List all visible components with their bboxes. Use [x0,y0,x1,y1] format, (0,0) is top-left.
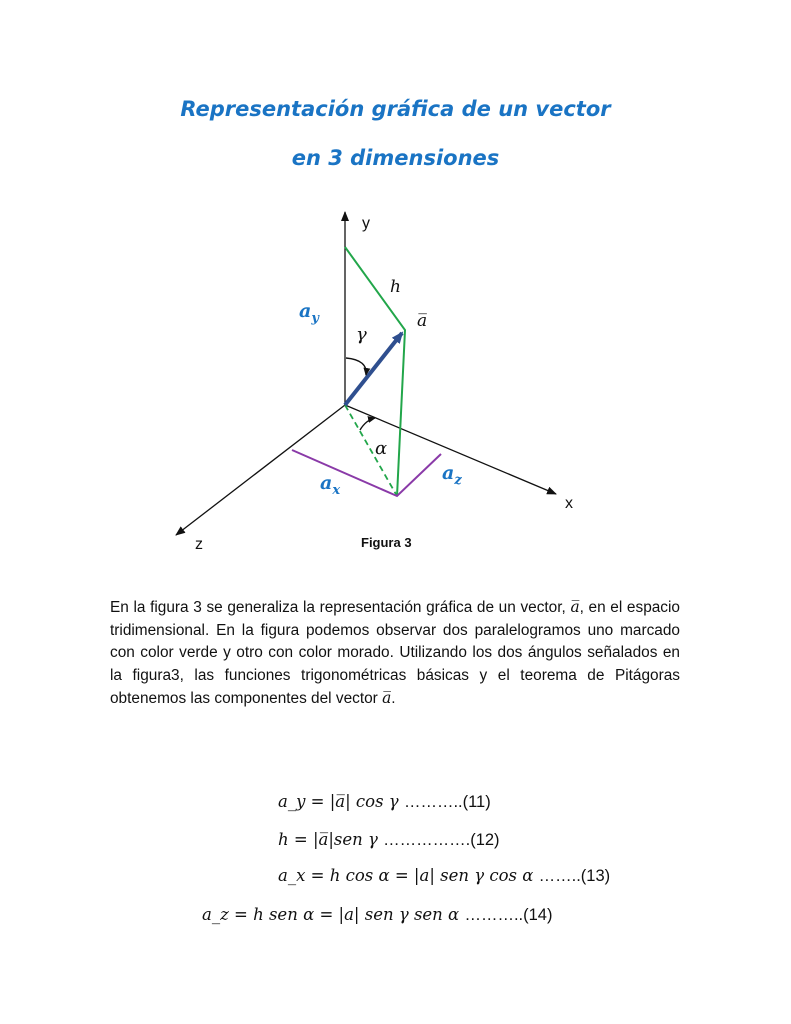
page-title-line-1: Representación gráfica de un vector [180,97,611,121]
gamma-arc [346,358,366,375]
purple-parallelogram [292,450,441,496]
equation-12 [278,830,500,850]
axis-label-y: y [362,215,370,232]
figure-caption: Figura 3 [361,535,412,550]
label-a-vector: a̅ [417,311,428,331]
equation-11-number: ………..(11) [403,793,491,811]
equation-11 [278,792,491,812]
equation-14 [202,905,552,925]
equation-13-number: ……..(13) [538,867,611,885]
label-gamma: γ [356,324,367,345]
equation-13-expr: a_x = h cos α = |a| sen γ cos α [278,866,534,885]
equation-12-expr: h = |a̅|sen γ [278,830,378,849]
label-ax: $a_x$ [320,472,341,498]
vector-3d-figure [0,195,791,565]
axis-label-x: x [565,495,573,512]
body-paragraph: En la figura 3 se generaliza la representación gráfica de un vector, a̅, en el espacio tridimensional. En la figura podemos observar dos paralelogramos uno marcado con color verde y otro con color morado. Utilizando los dos ángulos señalados en la figura3, las funciones trigonométricas básicas y el teorema de Pitágoras obtenemos las componentes del vector a̅. [110,598,680,707]
equation-12-number: …………….(12) [383,831,500,849]
label-ay: $a_y$ [299,300,319,326]
vector-a-arrow [345,333,402,405]
equation-11-expr: a_y = |a̅| cos γ [278,792,399,811]
page-title-line-2: en 3 dimensiones [291,146,500,170]
label-h: h [390,277,401,297]
equation-13 [278,866,610,886]
label-alpha: α [375,438,388,459]
axis-label-z: z [195,536,203,553]
label-az: $a_z$ [442,462,462,488]
equation-14-expr: a_z = h sen α = |a| sen γ sen α [202,905,460,924]
equation-14-number: ………..(14) [464,906,553,924]
z-axis [176,405,345,535]
alpha-arc [360,418,375,430]
